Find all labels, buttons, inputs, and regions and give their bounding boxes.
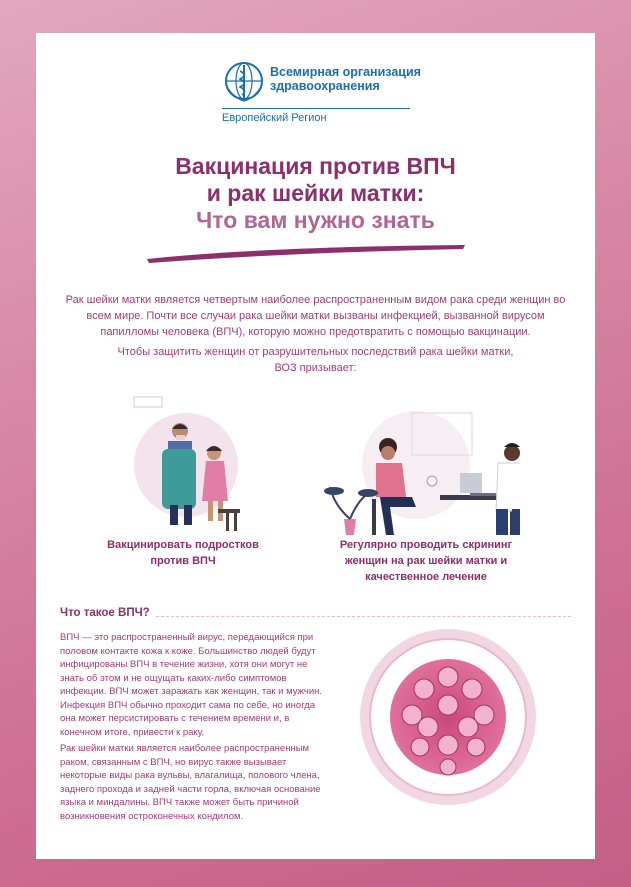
hpv-paragraph-2: Рак шейки матки является наиболее распространенным раком, связанным с ВПЧ, но вирус также вызывает некоторые виды рака вульвы, влагалища, полового члена, заднего прохода и задней части горла, включая основание языка и миндалины. ВПЧ также может быть причиной возникновения остроконечных кондилом. <box>60 743 321 822</box>
logo-divider <box>222 108 410 109</box>
recommendation-vaccinate-line2: против ВПЧ <box>150 555 216 567</box>
hpv-virus-illustration <box>358 627 538 807</box>
leaflet-page <box>36 33 595 859</box>
who-calls-line2: ВОЗ призывает: <box>274 362 357 374</box>
who-calls-line1: Чтобы защитить женщин от разрушительных последствий рака шейки матки, <box>117 346 514 358</box>
title-line3: Что вам нужно знать <box>196 207 435 233</box>
recommendation-screening <box>326 537 526 585</box>
org-name-line1: Всемирная организация <box>270 65 421 79</box>
section-divider <box>156 616 571 617</box>
title-line1: Вакцинация против ВПЧ <box>175 153 456 179</box>
hpv-paragraph-1: ВПЧ — это распространенный вирус, передающийся при половом контакте кожа к коже. Большинство людей будут инфицированы ВПЧ в течение жизни, хотя они могут не знать об этом и не ощущать каких-либо симптомов инфекции. ВПЧ может заражать как женщин, так и мужчин. Инфекция ВПЧ обычно проходит сама по себе, но иногда она может персистировать с течением времени и, в конечном итоге, привести к раку. <box>60 632 323 738</box>
recommendation-screening-line1: Регулярно проводить скрининг <box>339 539 513 551</box>
recommendation-screening-line3: качественное лечение <box>365 571 487 583</box>
screening-illustration <box>320 395 520 535</box>
org-name-line2: здравоохранения <box>270 79 380 93</box>
vaccination-illustration <box>126 393 246 533</box>
hpv-section-title: Что такое ВПЧ? <box>60 607 150 619</box>
who-org-name <box>270 65 421 93</box>
who-logo <box>222 59 422 129</box>
recommendation-screening-line2: женщин на рак шейки матки и <box>344 555 508 567</box>
recommendation-vaccinate-line1: Вакцинировать подростков <box>107 539 259 551</box>
region-label: Европейский Регион <box>222 112 327 124</box>
title-line2: и рак шейки матки: <box>206 180 425 206</box>
intro-paragraph: Рак шейки матки является четвертым наиболее распространенным видом рака среди женщин во всем мире. Почти все случаи рака шейки матки вызваны инфекцией, вызванной вирусом папилломы человека (ВПЧ), которую можно предотвратить с помощью вакцинации. <box>65 294 566 338</box>
who-calls-paragraph <box>64 344 567 376</box>
recommendation-vaccinate <box>88 537 278 569</box>
who-emblem-icon <box>222 59 266 103</box>
brush-stroke-divider <box>141 241 471 265</box>
